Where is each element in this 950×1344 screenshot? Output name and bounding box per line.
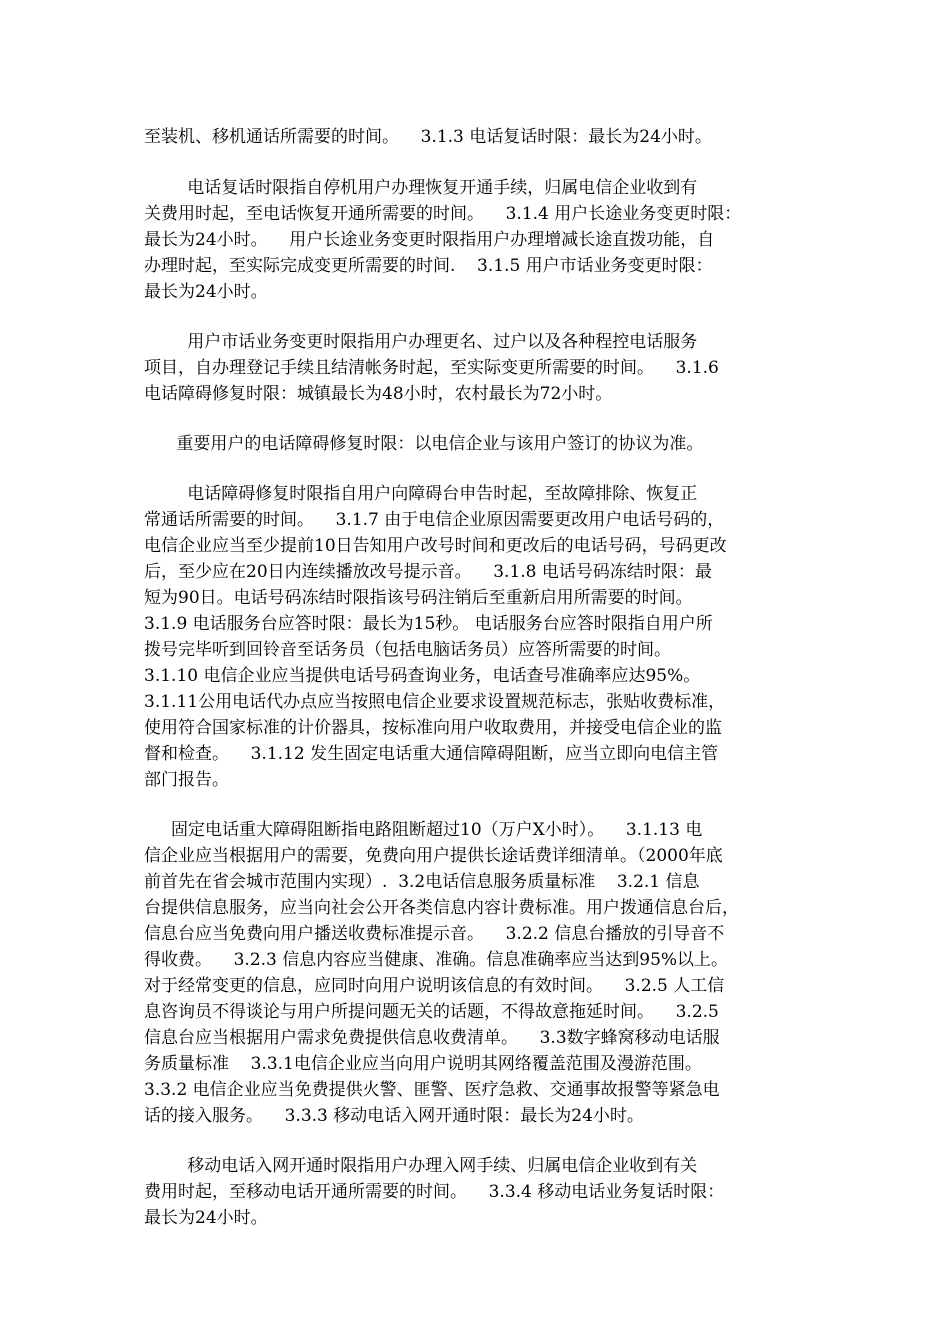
text-line: 信息台应当免费向用户播送收费标准提示音。 3.2.2 信息台播放的引导音不: [144, 924, 725, 944]
text-line: 后，至少应在20日内连续播放改号提示音。 3.1.8 电话号码冻结时限：最: [144, 562, 712, 582]
text-line: 电话障碍修复时限指自用户向障碍台申告时起，至故障排除、恢复正: [144, 484, 698, 504]
text-line: 务质量标准 3.3.1电信企业应当向用户说明其网络覆盖范围及漫游范围。: [144, 1054, 702, 1074]
text-line: 关费用时起，至电话恢复开通所需要的时间。 3.1.4 用户长途业务变更时限：: [144, 204, 742, 224]
text-line: 拨号完毕听到回铃音至话务员（包括电脑话务员）应答所需要的时间。: [144, 640, 671, 660]
text-line: 3.1.10 电信企业应当提供电话号码查询业务，电话查号准确率应达95%。: [144, 666, 701, 686]
text-line: 短为90日。电话号码冻结时限指该号码注销后至重新启用所需要的时间。: [144, 588, 693, 608]
text-line: 信企业应当根据用户的需要，免费向用户提供长途话费详细清单。（2000年底: [144, 846, 723, 866]
text-line: 3.1.11公用电话代办点应当按照电信企业要求设置规范标志，张贴收费标准，: [144, 692, 726, 712]
text-line: 移动电话入网开通时限指用户办理入网手续、归属电信企业收到有关: [144, 1156, 698, 1176]
text-line: 项目，自办理登记手续且结清帐务时起，至实际变更所需要的时间。 3.1.6: [144, 358, 719, 378]
text-line: 最长为24小时。: [144, 1208, 268, 1228]
text-line: 3.3.2 电信企业应当免费提供火警、匪警、医疗急救、交通事故报警等紧急电: [144, 1080, 720, 1100]
text-line: 用户市话业务变更时限指用户办理更名、过户以及各种程控电话服务: [144, 332, 698, 352]
text-line: 话的接入服务。 3.3.3 移动电话入网开通时限：最长为24小时。: [144, 1106, 644, 1126]
text-line: 前首先在省会城市范围内实现）. 3.2电话信息服务质量标准 3.2.1 信息: [144, 872, 700, 892]
text-line: 台提供信息服务，应当向社会公开各类信息内容计费标准。用户拨通信息台后，: [144, 898, 739, 918]
text-line: 信息台应当根据用户需求免费提供信息收费清单。 3.3数字蜂窝移动电话服: [144, 1028, 720, 1048]
text-line: 重要用户的电话障碍修复时限：以电信企业与该用户签订的协议为准。: [144, 434, 704, 454]
text-line: 电信企业应当至少提前10日告知用户改号时间和更改后的电话号码，号码更改: [144, 536, 727, 556]
text-line: 办理时起，至实际完成变更所需要的时间. 3.1.5 用户市话业务变更时限：: [144, 256, 713, 276]
text-line: 电话障碍修复时限：城镇最长为48小时，农村最长为72小时。: [144, 384, 613, 404]
text-line: 固定电话重大障碍阻断指电路阻断超过10（万户X小时）。 3.1.13 电: [144, 820, 703, 840]
text-line: 得收费。 3.2.3 信息内容应当健康、准确。信息准确率应当达到95%以上。: [144, 950, 729, 970]
text-line: 至装机、移机通话所需要的时间。 3.1.3 电话复话时限：最长为24小时。: [144, 127, 712, 147]
text-line: 息咨询员不得谈论与用户所提问题无关的话题，不得故意拖延时间。 3.2.5: [144, 1002, 719, 1022]
text-line: 督和检查。 3.1.12 发生固定电话重大通信障碍阻断，应当立即向电信主管: [144, 744, 719, 764]
text-line: 最长为24小时。 用户长途业务变更时限指用户办理增减长途直拨功能，自: [144, 230, 715, 250]
text-line: 电话复话时限指自停机用户办理恢复开通手续，归属电信企业收到有: [144, 178, 698, 198]
text-line: 部门报告。: [144, 770, 229, 790]
text-line: 对于经常变更的信息，应同时向用户说明该信息的有效时间。 3.2.5 人工信: [144, 976, 725, 996]
text-line: 最长为24小时。: [144, 282, 268, 302]
text-line: 常通话所需要的时间。 3.1.7 由于电信企业原因需要更改用户电话号码的，: [144, 510, 725, 530]
text-line: 3.1.9 电话服务台应答时限：最长为15秒。 电话服务台应答时限指自用户所: [144, 614, 713, 634]
text-line: 费用时起，至移动电话开通所需要的时间。 3.3.4 移动电话业务复话时限：: [144, 1182, 725, 1202]
text-line: 使用符合国家标准的计价器具，按标准向用户收取费用，并接受电信企业的监: [144, 718, 722, 738]
